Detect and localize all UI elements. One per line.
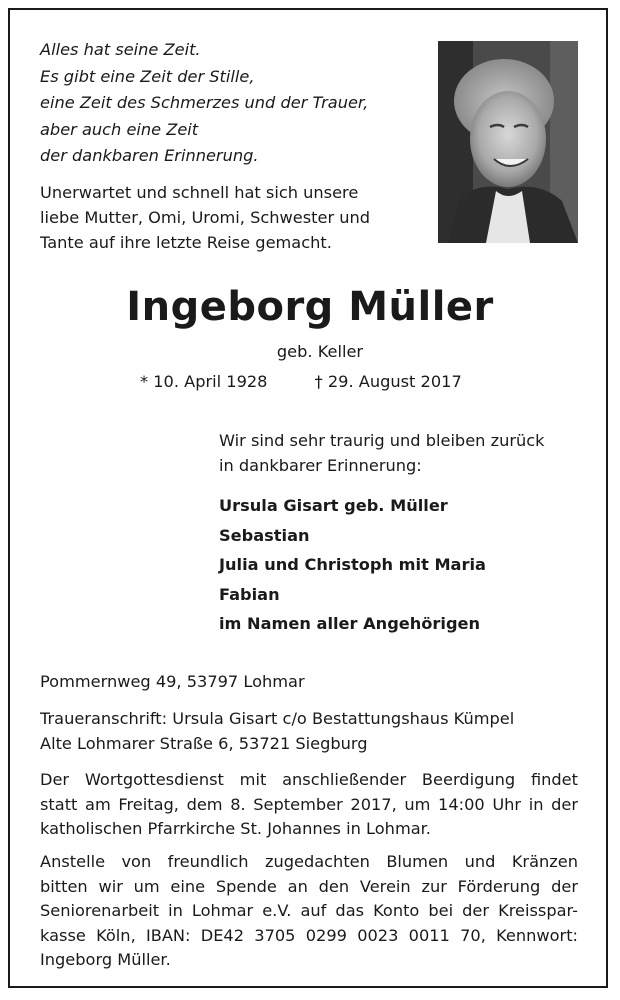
maiden-name: geb. Keller xyxy=(276,342,364,361)
mourners-list xyxy=(219,491,486,639)
poem-line: eine Zeit des Schmerzes und der Trauer, xyxy=(40,93,369,112)
donation-line: kasse Köln, IBAN: DE42 3705 0299 0023 0011 70, Kennwort: xyxy=(40,925,578,945)
poem xyxy=(40,37,368,170)
mourning-text xyxy=(219,428,545,478)
mourner-name: Fabian xyxy=(219,584,280,604)
service-line: statt am Freitag, dem 8. September 2017, um 14:00 Uhr in der xyxy=(40,794,578,814)
birth-date: * 10. April 1928 xyxy=(140,372,268,391)
donation-line: bitten wir um eine Spende an den Verein zur Förderung der xyxy=(40,876,578,896)
service-info xyxy=(40,768,578,842)
mourning-line: Wir sind sehr traurig und bleiben zurück xyxy=(219,431,545,450)
service-line: katholischen Pfarrkirche St. Johannes in Lohmar. xyxy=(40,819,431,838)
donation-line: Anstelle von freundlich zugedachten Blumen und Kränzen xyxy=(40,852,578,871)
address-line: Alte Lohmarer Straße 6, 53721 Siegburg xyxy=(40,733,368,753)
mourner-name: Sebastian xyxy=(219,525,310,545)
poem-line: Es gibt eine Zeit der Stille, xyxy=(40,66,255,86)
donation-line: Seniorenarbeit in Lohmar e.V. auf das Konto bei der Kreisspar- xyxy=(40,901,578,920)
mourner-name: Ursula Gisart geb. Müller xyxy=(219,496,448,515)
intro-line: liebe Mutter, Omi, Uromi, Schwester und xyxy=(40,208,371,227)
intro-line: Tante auf ihre letzte Reise gemacht. xyxy=(40,233,332,252)
death-date: † 29. August 2017 xyxy=(314,372,462,391)
address-line: Pommernweg 49, 53797 Lohmar xyxy=(40,672,305,691)
mourning-line: in dankbarer Erinnerung: xyxy=(219,456,422,475)
poem-line: aber auch eine Zeit xyxy=(40,119,199,139)
deceased-name: Ingeborg Müller xyxy=(126,284,494,330)
intro-text xyxy=(40,180,370,255)
service-line: Der Wortgottesdienst mit anschließender Beerdigung findet xyxy=(40,770,578,789)
donation-line: Ingeborg Müller. xyxy=(40,950,171,969)
intro-line: Unerwartet und schnell hat sich unsere xyxy=(40,183,359,202)
poem-line: Alles hat seine Zeit. xyxy=(40,40,201,59)
donation-info xyxy=(40,850,578,973)
poem-line: der dankbaren Erinnerung. xyxy=(40,146,259,165)
portrait-photo xyxy=(438,41,578,243)
mourner-name: im Namen aller Angehörigen xyxy=(219,614,481,633)
condolence-address xyxy=(40,707,514,756)
home-address xyxy=(40,670,305,695)
mourner-name: Julia und Christoph mit Maria xyxy=(219,555,486,574)
life-dates xyxy=(140,372,462,391)
address-line: Traueranschrift: Ursula Gisart c/o Bestattungshaus Kümpel xyxy=(40,709,515,728)
